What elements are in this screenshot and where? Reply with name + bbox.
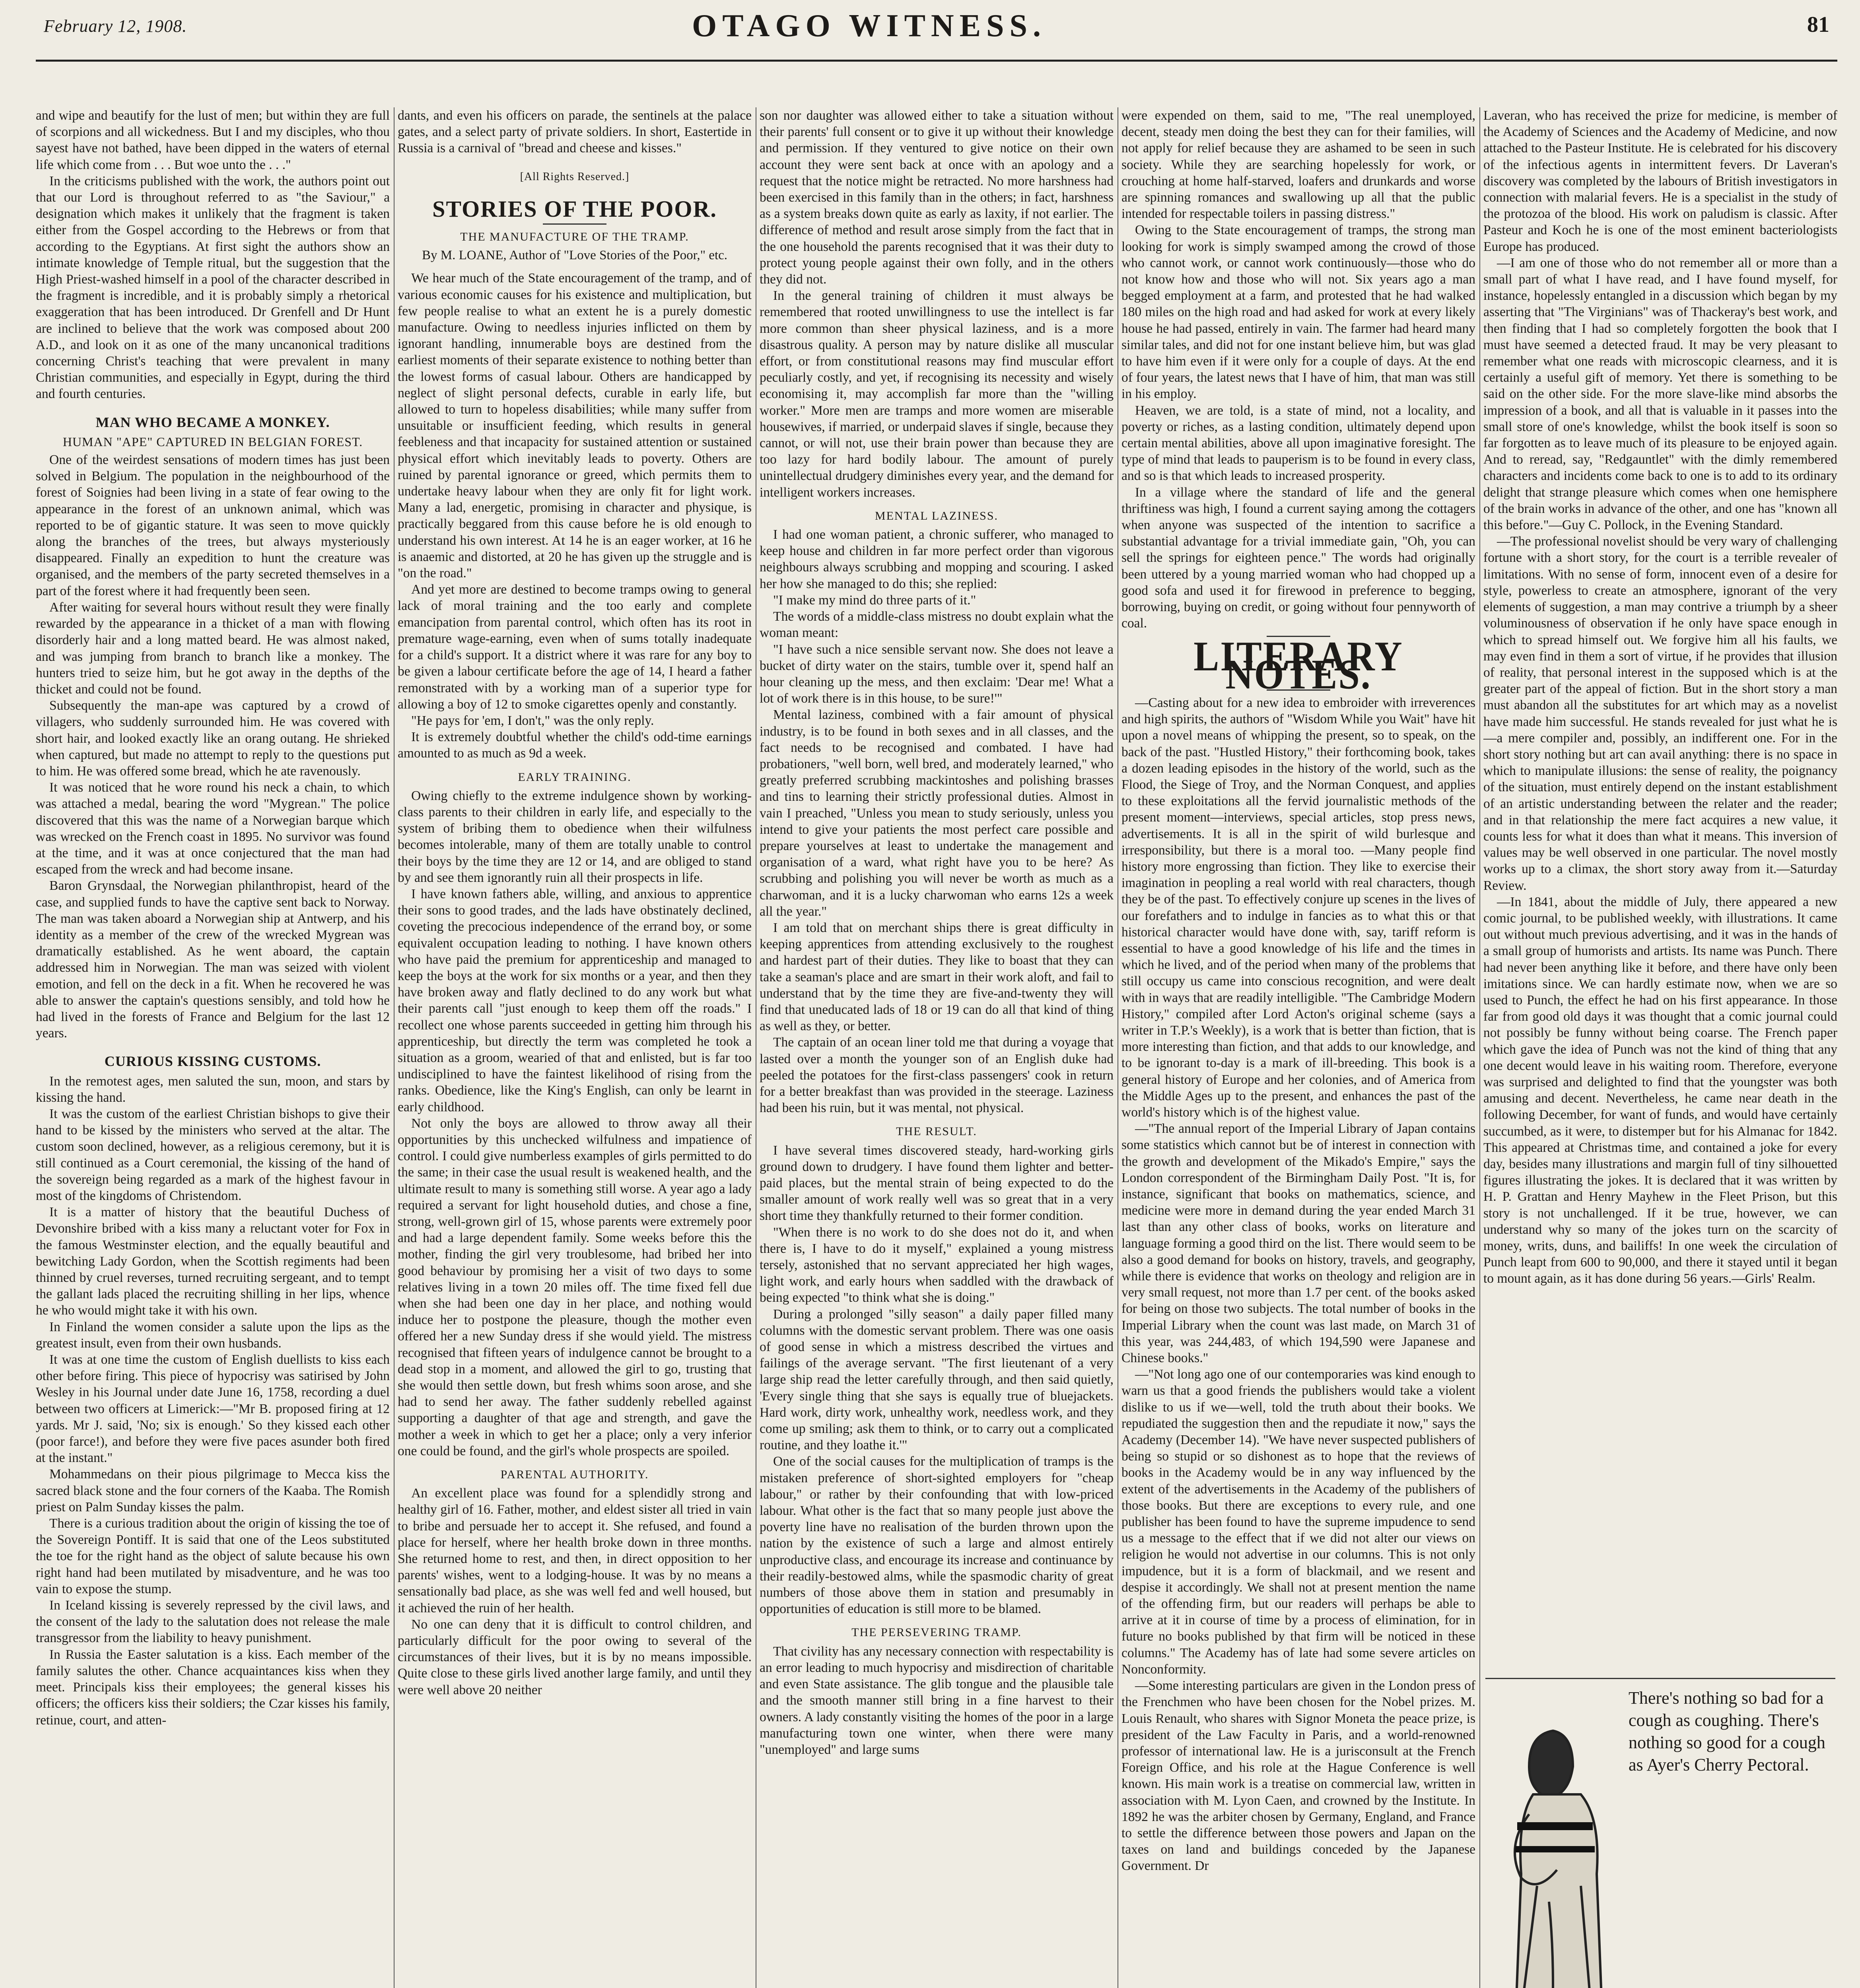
paragraph: The captain of an ocean liner told me that during a voyage that lasted over a month the younger son of an English duke had peeled the potatoes for the first-class passengers' cook in return for a better breakfast than was provided in the steerage. Laziness had been his ruin, but it was mental, not physical. [760,1035,1114,1116]
section-heading: THE PERSEVERING TRAMP. [851,1626,1022,1639]
paragraph: Laveran, who has received the prize for medicine, is member of the Academy of Sciences and the Academy of Medicine, and now attached to the Pasteur Institute. He is celebrated for his discovery of the infectious agents in intermittent fevers. Dr Laveran's discovery was completed by the labours of British investigators in connection with malarial fevers. He is a specialist in the study of the protozoa of the blood. His work on paludism is classic. After Pasteur and Koch he is one of the most eminent bacteriologists Europe has produced. [1483,108,1837,254]
paragraph: "When there is no work to do she does not do it, and when there is, I have to do it myself," explained a young mistress tersely, astonished that no servant appreciated her high wages, light work, and early hours when saddled with the drawback of being expected "to think what she is doing." [760,1225,1114,1305]
paragraph: In Finland the women consider a salute upon the lips as the greatest insult, even from their own husbands. [36,1319,390,1351]
paragraph: I have several times discovered steady, hard-working girls ground down to drudgery. I have found them lighter and better-paid places, but the mental strain of being expected to do the smaller amount of work really well was so great that in a very short time they thankfully returned to their former condition. [760,1143,1114,1223]
title-rule [543,223,606,225]
rights-notice: [All Rights Reserved.] [520,170,630,183]
headline-kissing: CURIOUS KISSING CUSTOMS. [104,1053,321,1070]
paragraph: and wipe and beautify for the lust of men; but within they are full of scorpions and all wickedness. But I and my disciples, who thou sayest have not bathed, have been dipped in the waters of eternal life which come from . . . But woe unto the . . ." [36,108,390,172]
paragraph: —Casting about for a new idea to embroider with irreverences and high spirits, the authors of "Wisdom While you Wait" have hit upon a novel means of whipping the present, so to speak, on the back of the past. "Hustled History," their forthcoming book, takes a dozen leading episodes in the history of the world, such as the Flood, the Siege of Troy, and the Norman Conquest, and applies to these exploitations all the fervid journalistic methods of the present moment—interviews, special articles, stop press news, advertisements. It is all in the spirit of wild burlesque and irresponsibility, but there is a moral too. —Many people find history more engrossing than fiction. They like to exercise their imagination in peopling a real world with real characters, though they be of the past. To effectively conjure up scenes in the lives of our forefathers and to indulge in fancies as to what this or that historical character would have done with, say, tariff reform is essential to have a good knowledge of his life and the times in which he lived, and of the period when many of the problems that still occupy us came into conscious recognition, and were dealt with in ways that are readily intelligible. "The Cambridge Modern History," compiled after Lord Acton's original scheme (says a writer in T.P.'s Weekly), is a work that is better than fiction, that is more interesting than fiction, and that adds to our knowledge, and to be ignorant to-day is a mark of ill-breeding. This book is a general history of Europe and her colonies, and of America from the Middle Ages up to the present, and enhances the past of the world's history which is of the highest value. [1121,695,1475,1120]
paragraph: One of the weirdest sensations of modern times has just been solved in Belgium. The population in the neighbourhood of the forest of Soignies had been living in a state of fear owing to the appearance in the forest of an unknown animal, which was reported to be of gigantic stature. It was seen to move quickly along the branches of the trees, but always mysteriously disappeared. Finally an expedition to hunt the creature was organised, and the members of the party secreted themselves in a part of the forest where it had frequently been seen. [36,452,390,598]
ayers-cherry-pectoral-ad [1485,1678,1835,1988]
paragraph: —Some interesting particulars are given in the London press of the Frenchmen who have been chosen for the Nobel prizes. M. Louis Renault, who shares with Signor Moneta the peace prize, is president of the Law Faculty in Paris, and a world-renowned professor of international law. He is a jurisconsult at the French Foreign Office, and his role at the Hague Conference is well known. His main work is a treatise on commercial law, written in association with M. Lyon Caen, and crowned by the Institute. In 1892 he was the arbiter chosen by Germany, England, and France to settle the difference between those powers and Japan on the taxes on land and buildings conceded by the Japanese Government. Dr [1121,1678,1475,1873]
story-subtitle: THE MANUFACTURE OF THE TRAMP. [460,230,689,244]
paragraph: —"Not long ago one of our contemporaries was kind enough to warn us that a good friends the publishers would take a violent dislike to us if we—well, told the truth about their books. We repudiated the suggestion then and the repudiate it now," says the Academy (December 14). "We have never suspected publishers of being so stupid or so dishonest as to hope that the reviews of books in the Academy would be in any way influenced by the extent of the advertisements in the Academy of the publishers of those books. But there are exceptions to every rule, and one publisher has been found to have the supreme impudence to send us a message to the effect that if we did not alter our views on religion he would not advertise in our columns. This is not only impudence, but it is a form of blackmail, and we resent and despise it accordingly. We shall not at present mention the name of the offending firm, but our readers will perhaps be able to arrive at it in course of time by a process of elimination, for in future no books published by that firm will be noticed in these columns." The Academy has of late had some severe articles on Nonconformity. [1121,1367,1475,1677]
paragraph: No one can deny that it is difficult to control children, and particularly difficult for the poor owing to several of the circumstances of their lives, but it is by no means impossible. Quite close to these girls lived another large family, and until they were well above 20 neither [398,1617,752,1697]
paragraph: were expended on them, said to me, "The real unemployed, decent, steady men doing the best they can for their families, will not apply for relief because they are ashamed to be seen in such society. While they are searching hopelessly for work, or crouching at home half-starved, loafers and drunkards and worse are spinning romances and swallowing up all that the public intended for respectable toilers in passing distress." [1121,108,1475,221]
paragraph: In a village where the standard of life and the general thriftiness was high, I found a current saying among the cottagers when anyone was suspected of the intention to sacrifice a substantial advantage for a trivial immediate gain, "Oh, you can sell the springs for eighteen pence." The words had originally been uttered by a young married woman who had chopped up a good sofa and used it for firewood in preference to begging, borrowing, buying on credit, or going without four pennyworth of coal. [1121,485,1475,631]
paragraph: —I am one of those who do not remember all or more than a small part of what I have read, and I have found myself, for instance, hopelessly entangled in a discussion which began by my asserting that "The Virginians" was of Thackeray's best work, and then finding that I had so completely forgotten the book that I must have seemed a detected fraud. It may be very pleasant to remember what one reads with microscopic clearness, and it is certainly a useful gift of memory. Yet there is something to be said on the other side. For the more slave-like mind absorbs the impression of a book, and all that is valuable in it passes into the small store of one's knowledge, whilst the book itself is soon so far forgotten as to leave much of its pleasure to be enjoyed again. And to reread, say, "Redgauntlet" with the dimly remembered characters and incidents come back to one is to add to its ordinary delight that strange pleasure which comes when one hemisphere of the brain works in advance of the other, and one has "known all this before."—Guy C. Pollock, in the Evening Standard. [1483,255,1837,533]
headline-monkey: MAN WHO BECAME A MONKEY. [95,414,330,430]
page-header [36,0,1837,95]
literary-notes-title: LITERARY NOTES. [1193,633,1403,698]
paragraph: —The professional novelist should be very wary of challenging fortune with a short story, for the court is a terrible revealer of limitations. With no sense of form, innocent even of a desire for style, powerless to create an atmosphere, ignorant of the very elements of suggestion, a man may contrive a triumph by a sheer voluminousness of observation if he only have space enough in which to spread himself out. We forgive him all his faults, we may even find in them a sort of virtue, if he provides that illusion of reality, that personal interest in the supposed which is at the greater part of the appeal of fiction. But in the short story a man must abandon all the substitutes for art which may as a novelist have made him successful. He stands revealed for just what he is—a mere compiler and, possibly, an indifferent one. For in the short story nothing but art can avail anything: there is no space in which to manipulate illusions: the sense of reality, the poignancy of the situation, must entirely depend on the instant establishment of an artistic understanding between the relater and the reader; and in that relationship the mere fact acquires a new value, it counts less for what it does than what it means. This inversion of values may be well observed in one particular. The novel mostly works up to a climax, the short story away from it.—Saturday Review. [1483,534,1837,893]
paragraph: —"The annual report of the Imperial Library of Japan contains some statistics which cannot but be of interest in connection with the growth and development of the Mikado's Empire," says the London correspondent of the Birmingham Daily Post. "It is, for instance, significant that books on mathematics, science, and medicine were more in demand during the year ended March 31 last than any other class of books, works on literature and language forming a good third on the list. There would seem to be also a good demand for books on history, travels, and geography, while there is evidence that works on theology and religion are in very small request, not more than 1.7 per cent. of the books asked for being on those two subjects. The total number of books in the Imperial Library when the count was last made, on March 31 of this year, was 244,483, of which 194,590 were Japanese and Chinese books." [1121,1121,1475,1366]
paragraph: Mental laziness, combined with a fair amount of physical industry, is to be found in both sexes and in all classes, and the fact needs to be recognised and combated. I have had probationers, "well born, well bred, and moderately learned," who greatly preferred scrubbing mackintoshes and polishing brasses and tins to learning their strictly professional duties. Almost in vain I preached, "Unless you mean to study seriously, unless you intend to give your patients the most perfect care possible and prepare yourselves at least to undertake the management and organisation of a ward, what right have you to be here? As scrubbing and polishing you will never be worth as much as a charwoman, and it is a lucky charwoman who earns 12s a week all the year." [760,707,1114,919]
issue-date: February 12, 1908. [44,16,187,36]
paragraph: son nor daughter was allowed either to take a situation without their parents' full consent or to give it up without their knowledge and permission. If they ventured to give notice on their own account they were sent back at once with an apology and a request that the notice might be retracted. No more harshness had been exercised in this family than in the others; in fact, harshness as a system breaks down quite as early as laxity, if not earlier. The difference of method and result arose simply from the fact that in the one household the parents recognised that it was their duty to protect young people against their own folly, and in the others they did not. [760,108,1114,287]
paragraph: After waiting for several hours without result they were finally rewarded by the appearance in a thicket of a man with flowing disorderly hair and a long matted beard. He was almost naked, and was jumping from branch to branch like a monkey. The hunters tried to seize him, but he got away in the depths of the thicket and could not be found. [36,600,390,697]
paragraph: In Iceland kissing is severely repressed by the civil laws, and the consent of the lady to the salutation does not release the male transgressor from the liability to heavy punishment. [36,1598,390,1646]
section-heading: MENTAL LAZINESS. [875,509,999,522]
paragraph: In the remotest ages, men saluted the sun, moon, and stars by kissing the hand. [36,1074,390,1105]
column-2 [398,107,752,1988]
paragraph: In the criticisms published with the work, the authors point out that our Lord is throughout referred to as "the Saviour," a designation which makes it unlikely that the fragment is taken either from the Gospel according to the Hebrews or from that according to the Egyptians. At first sight the authors show an intimate knowledge of Temple ritual, but the suggestion that the High Priest-washed himself in a pool of the character described in the fragment is incredible, and it is probably simply a rhetorical exaggeration that has been introduced. Dr Grenfell and Dr Hunt are inclined to believe that the work was composed about 200 A.D., and look on it as one of the many uncanonical traditions concerning Christ's teaching that were prevalent in many Christian communities, and especially in Egypt, during the third and fourth centuries. [36,173,390,402]
paragraph: One of the social causes for the multiplication of tramps is the mistaken preference of short-sighted employers for "cheap labour," or rather by their confounding that with low-priced labour. What other is the fact that so many people just above the poverty line have no realisation of the burden thrown upon the nation by the existence of such a large and almost entirely unproductive class, and encourage its increase and continuance by their readily-bestowed alms, while the spasmodic charity of great numbers of those above them in station and presumably in opportunities of education is still more to be blamed. [760,1454,1114,1617]
paragraph: That civility has any necessary connection with respectability is an error leading to much hypocrisy and misdirection of charitable and even State assistance. The glib tongue and the plausible tale and the smooth manner still bring in a fine harvest to their owners. A lady constantly visiting the homes of the poor in a large manufacturing town one winter, when there were many "unemployed" and large sums [760,1644,1114,1757]
paragraph: "I make my mind do three parts of it." [773,592,976,608]
paragraph: Not only the boys are allowed to throw away all their opportunities by this unchecked wilfulness and impatience of control. I could give numberless examples of girls permitted to do the same; in their case the usual result is weakened health, and the ultimate result to many is something still worse. A year ago a lady required a servant for light household duties, and chose a fine, strong, well-grown girl of 15, whose parents were extremely poor and had a large dependent family. Some weeks before this the mother, finding the girl very troublesome, had bribed her into good behaviour by promising her a visit of two days to some relatives living in a town 20 miles off. The time fixed fell due when she had been one day in her place, and nothing would induce her to postpone the pleasure, though the mother even offered her a new Sunday dress if she would yield. The mistress recognised that fifteen years of indulgence cannot be brought to a dead stop in a moment, and allowed the girl to go, trusting that she would then settle down, but fresh whims soon arose, and she had to send her away. The father suddenly rebelled against supporting a daughter of that age and strength, and gave the mother a week in which to get her a place; only a very inferior one could be found, and the girl's whole prospects are spoiled. [398,1116,752,1458]
subheadline-monkey: HUMAN "APE" CAPTURED IN BELGIAN FOREST. [62,434,363,449]
paragraph: There is a curious tradition about the origin of kissing the toe of the Sovereign Pontiff. It is said that one of the Leos substituted the toe for the right hand as the object of salute because his own right hand had been mutilated by misadventure, and he was too vain to expose the stump. [36,1516,390,1596]
section-heading: EARLY TRAINING. [518,770,632,784]
paragraph: During a prolonged "silly season" a daily paper filled many columns with the domestic servant problem. There was one oasis of good sense in which a mistress described the virtues and failings of the average servant. "The first lieutenant of a very large ship read the letter carefully through, and then said quietly, 'Every single thing that she says is equally true of bluejackets. Hard work, dirty work, unhealthy work, needless work, and they come up smiling; ask them to think, or to carry out a complicated routine, and they loathe it.'" [760,1307,1114,1453]
paragraph: I have known fathers able, willing, and anxious to apprentice their sons to good trades, and the lads have obstinately declined, coveting the precocious independence of the errand boy, or some equivalent occupation leading to nothing. I have known others who have paid the premium for apprenticeship and managed to keep the boys at the work for six months or a year, and then they have broken away and flatly declined to do any work but what their parents call "just enough to keep them off the roads." I recollect one whose parents succeeded in getting him through his apprenticeship, but directly the term was completed he took a situation as a groom, wearied of that and enlisted, but is far too undisciplined to have the faintest likelihood of rising from the ranks. Obedience, like the King's English, can only be learnt in early childhood. [398,886,752,1114]
header-rule [36,60,1837,62]
paragraph: —In 1841, about the middle of July, there appeared a new comic journal, to be published weekly, with illustrations. It came out without much previous advertising, and it was in the hands of a small group of humorists and artists. Its name was Punch. There had never been anything like it before, and there have only been imitations since. We can hardly estimate now, when we are so used to Punch, the effect he had on his first appearance. In those far from good old days it was thought that a comic journal could not possibly be funny without being coarse. The French paper which gave the idea of Punch was not the kind of thing that any one decent would leave in his waiting room. Therefore, everyone was surprised and delighted to find that the youngster was both amusing and decent. Nevertheless, he came near death in the following December, for want of funds, and would have certainly succumbed, as it were, to distemper but for his Almanac for 1842. This appeared at Christmas time, and contained a joke for every day, besides many illustrations and margin full of tiny silhouetted figures illustrating the jokes. It is declared that it was written by H. P. Grattan and Henry Mayhew in the Fleet Prison, but this story is not unchallenged. If it be true, however, we can understand why so many of the jokes turn on the scarcity of money, writs, duns, and bailiffs! In one week the circulation of Punch leapt from 600 to 90,000, and there it stayed until it began to mount again, as it has done during 56 years.—Girls' Realm. [1483,894,1837,1286]
paragraph: It was noticed that he wore round his neck a chain, to which was attached a medal, bearing the word "Mygrean." The police discovered that this was the name of a Norwegian barque which was wrecked on the French coast in 1895. No survivor was found at the time, and it was at once conjectured that the man had escaped from the wreck and had become insane. [36,780,390,877]
column-3 [760,107,1114,1988]
paragraph: Heaven, we are told, is a state of mind, not a locality, and poverty or riches, as a lasting condition, ultimately depend upon certain mental abilities, above all upon imaginative foresight. The type of mind that leads to pauperism is to be found in every class, and so is that which leads to increased prosperity. [1121,403,1475,483]
paragraph: Baron Grynsdaal, the Norwegian philanthropist, heard of the case, and supplied funds to have the captive sent back to Norway. The man was taken aboard a Norwegian ship at Antwerp, and his identity as a member of the crew of the wrecked Mygrean was dramatically established. As he went aboard, the captain addressed him in Norwegian. The man was seized with violent emotion, and fell on the deck in a fit. When he recovered he was able to answer the captain's questions sensibly, and told how he had lived in the forests of France and Belgium for the last 12 years. [36,878,390,1041]
paragraph: Owing to the State encouragement of tramps, the strong man looking for work is simply swamped among the crowd of those who cannot work, or cannot work continuously—those who do not know how and those who will not. Six years ago a man begged employment at a farm, and protested that he had walked 180 miles on the high road and had asked for work at every likely house he had passed, entirely in vain. The farmer had heard many similar tales, and did not for one instant believe him, but was glad to have him even if it were only for a couple of days. At the end of four years, the latest news that I have of him, that man was still in his employ. [1121,223,1475,402]
paragraph: It was at one time the custom of English duellists to kiss each other before firing. This piece of hypocrisy was satirised by John Wesley in his Journal under date June 16, 1758, recording a duel between two officers at Limerick:—"Mr B. proposed firing at 12 yards. Mr J. said, 'No; six is enough.' So they kissed each other (poor farce!), and before they were five paces asunder both fired at the instant." [36,1352,390,1466]
column-4 [1121,107,1475,1988]
paragraph: Subsequently the man-ape was captured by a crowd of villagers, who suddenly surrounded him. He was covered with short hair, and looked exactly like an orang outang. He shrieked when captured, but made no attempt to reply to the questions put to him. He was offered some bread, which he ate ravenously. [36,698,390,779]
paragraph: Mohammedans on their pious pilgrimage to Mecca kiss the sacred black stone and the four corners of the Kaaba. The Romish priest on Palm Sunday kisses the palm. [36,1467,390,1514]
paragraph: "He pays for 'em, I don't," was the only reply. [411,713,654,728]
column-divider [394,107,395,1988]
paragraph: I had one woman patient, a chronic sufferer, who managed to keep house and children in far more perfect order than vigorous neighbours always scrubbing and mopping and scouring. I asked her how she managed to do this; she replied: [760,527,1114,591]
masthead: OTAGO WITNESS. [692,8,1047,43]
paragraph: In the general training of children it must always be remembered that rooted unwillingness to use the intellect is far more common than sheer physical laziness, and is a more disastrous quality. A person may by nature dislike all muscular effort, or from constitutional reasons may find muscular effort peculiarly costly, and yet, if recognising its necessity and wisely economising it, may accomplish far more than the "willing worker." More men are tramps and more women are miserable housewives, if married, or underpaid slaves if single, because they cannot, or will not, use their brain power than because they are too lazy for hard bodily labour. The amount of purely unintellectual drudgery diminishes every year, and the demand for intelligent workers increases. [760,288,1114,500]
paragraph: I am told that on merchant ships there is great difficulty in keeping apprentices from attending exclusively to the roughest and hardest part of their duties. They like to boast that they can take a seaman's place and are smart in their work aloft, and fail to understand that by the time they are five-and-twenty they will find that uneducated lads of 18 or 19 can do all that kind of thing as well as they, or better. [760,920,1114,1034]
column-5 [1483,107,1837,1674]
paragraph: The words of a middle-class mistress no doubt explain what the woman meant: [760,609,1114,641]
section-heading: PARENTAL AUTHORITY. [500,1468,649,1481]
story-title: STORIES OF THE POOR. [432,196,717,222]
paragraph: We hear much of the State encouragement of the tramp, and of various economic causes for his existence and multiplication, but few people realise to what an extent he is a purely domestic manufacture. Owing to needless injuries inflicted on them by ignorant handling, innumerable boys are destined from the earliest moments of their separate existence to nothing better than the lowest forms of casual labour. Others are handicapped by neglect of slight personal defects, curable in early life, but allowed to turn to hopeless disabilities; while many suffer from unsuitable or insufficient feeding, which results in general feebleness and that incapacity for sustained attention or sustained physical effort which inevitably leads to poverty. Others are ruined by parental ignorance or greed, which permits them to undertake heavy labour when they are only fit for light work. Many a lad, energetic, promising in character and physique, is practically beggared from this cause before he is old enough to understand his own interest. At 14 he is an eager worker, at 16 he is anaemic and distorted, at 20 he has given up the struggle and is "on the road." [398,271,752,581]
paragraph: It is a matter of history that the beautiful Duchess of Devonshire bribed with a kiss many a reluctant voter for Fox in the famous Westminster election, and the equally beautiful and bewitching Lady Gordon, when the Scottish regiments had been thinned by cruel reverses, turned recruiting sergeant, and to tempt the gallant lads placed the recruiting shilling in her lips, whence he who would might take it with his own. [36,1205,390,1318]
column-divider [1479,107,1480,1988]
woman-coughing-illustration [1493,1695,1621,1988]
page-number: 81 [1807,12,1829,37]
paragraph: In Russia the Easter salutation is a kiss. Each member of the family salutes the other. Chance acquaintances kiss when they meet. Principals kiss their employees; the general kisses his officers; the officers kiss their soldiers; the Czar kisses his family, retinue, court, and atten- [36,1647,390,1728]
paragraph: dants, and even his officers on parade, the sentinels at the palace gates, and a select party of private soldiers. In short, Eastertide in Russia is a carnival of "bread and cheese and kisses." [398,108,752,156]
ad-top-text: There's nothing so bad for a cough as coughing. There's nothing so good for a cough as Ayer's Cherry Pectoral. [1629,1688,1825,1774]
paragraph: It was the custom of the earliest Christian bishops to give their hand to be kissed by the ministers who served at the altar. The custom soon declined, however, as a religious ceremony, but it is still continued as a Court ceremonial, the kissing of the hand of the sovereign being regarded as a mark of the highest favour in most of the kingdoms of Christendom. [36,1106,390,1203]
paragraph: An excellent place was found for a splendidly strong and healthy girl of 16. Father, mother, and eldest sister all tried in vain to bribe and persuade her to accept it. She refused, and found a place for herself, where her health broke down in three months. She returned home to rest, and then, in direct opposition to her parents' wishes, went to a lodging-house. It was by no means a sensationally bad place, as she was well fed and well housed, but it achieved the ruin of her health. [398,1486,752,1615]
paragraph: And yet more are destined to become tramps owing to general lack of moral training and the too early and complete emancipation from parental control, which often has its root in premature wage-earning, even when of sums totally inadequate for a child's support. It a district where it was rare for any boy to be given a labour certificate before the age of 14, I heard a father remonstrated with by a working man of a superior type for allowing a boy of 12 to smoke cigarettes openly and constantly. [398,582,752,712]
column-1 [36,107,390,1988]
section-heading: THE RESULT. [896,1125,977,1138]
paragraph: "I have such a nice sensible servant now. She does not leave a bucket of dirty water on the stairs, tumble over it, spend half an hour cleaning up the mess, and then exclaim: 'Dear me! What a lot of work there is in this house, to be sure!'" [760,642,1114,706]
paragraph: Owing chiefly to the extreme indulgence shown by working-class parents to their children in early life, and especially to the system of bribing them to obedience when their wilfulness becomes intolerable, many of them are totally unable to control their boys by the time they are 12 or 14, and are obliged to stand by and see them ignorantly ruin all their prospects in life. [398,788,752,885]
paragraph: It is extremely doubtful whether the child's odd-time earnings amounted to as much as 9d a week. [398,730,752,761]
byline: By M. LOANE, Author of "Love Stories of the Poor," etc. [422,248,728,263]
